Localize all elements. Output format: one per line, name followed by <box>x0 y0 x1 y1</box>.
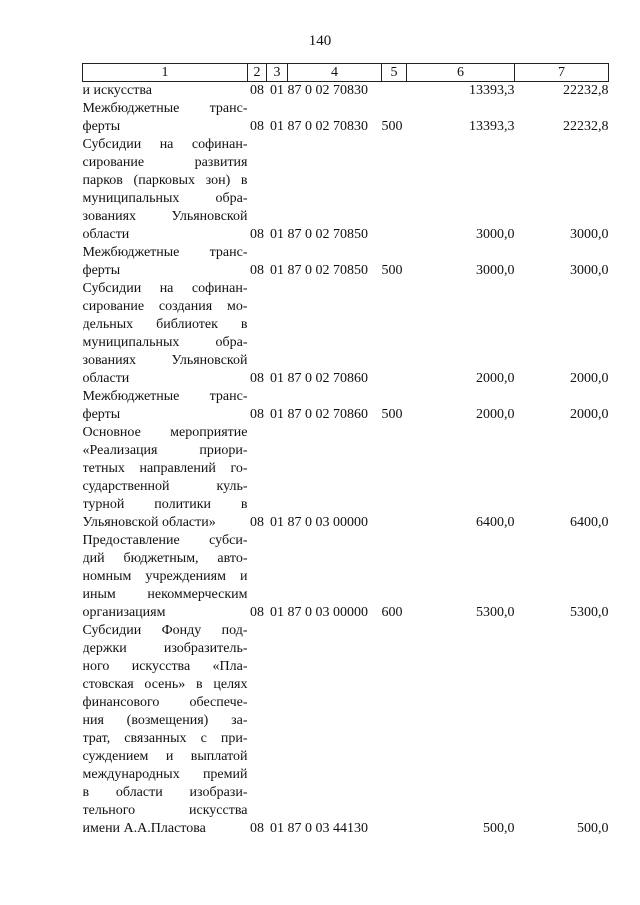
table-row <box>83 388 609 424</box>
amount-year-2: 3000,0 <box>570 263 609 278</box>
table-body <box>83 82 609 839</box>
description-line: организациям <box>82 605 166 620</box>
description-line: держки изобразитель- <box>82 641 248 656</box>
description-line: сударственной куль- <box>82 479 248 494</box>
amount-year-1: 5300,0 <box>476 605 515 620</box>
description-line: парков (парковых зон) в <box>82 173 248 188</box>
expense-type-code: 500 <box>381 263 403 278</box>
description-line: Предоставление субси- <box>82 533 248 548</box>
table-header-row <box>83 64 609 82</box>
target-article-code: 87 0 03 44130 <box>287 821 368 836</box>
description-line: ния (возмещения) за- <box>82 713 248 728</box>
description-line: турной политики в <box>82 497 248 512</box>
description-line: области <box>82 371 130 386</box>
budget-table <box>82 63 609 838</box>
amount-year-1: 500,0 <box>483 821 515 836</box>
description-line: области <box>82 227 130 242</box>
expense-type-code: 500 <box>381 407 403 422</box>
header-col-6: 6 <box>407 64 515 82</box>
subsection-code: 01 <box>270 263 284 278</box>
amount-year-2: 500,0 <box>577 821 609 836</box>
row-description <box>83 622 248 838</box>
section-code: 08 <box>250 515 264 530</box>
description-line: сирование создания мо- <box>82 299 248 314</box>
amount-year-2: 2000,0 <box>570 407 609 422</box>
section-code: 08 <box>250 83 264 98</box>
amount-year-1: 2000,0 <box>476 407 515 422</box>
amount-year-2: 5300,0 <box>570 605 609 620</box>
description-line: зованиях Ульяновской <box>82 209 248 224</box>
description-line: Ульяновской области» <box>82 515 216 530</box>
header-col-1: 1 <box>83 64 248 82</box>
section-code: 08 <box>250 407 264 422</box>
description-line: Межбюджетные транс- <box>82 101 248 116</box>
subsection-code: 01 <box>270 371 284 386</box>
header-col-7: 7 <box>515 64 609 82</box>
amount-year-1: 13393,3 <box>469 119 515 134</box>
target-article-code: 87 0 02 70860 <box>287 371 368 386</box>
target-article-code: 87 0 02 70850 <box>287 227 368 242</box>
description-line: ферты <box>82 407 121 422</box>
table-row <box>83 136 609 244</box>
amount-year-1: 3000,0 <box>476 227 515 242</box>
description-line: Субсидии на софинан- <box>82 137 248 152</box>
description-line: имени А.А.Пластова <box>82 821 206 836</box>
amount-year-2: 6400,0 <box>570 515 609 530</box>
target-article-code: 87 0 02 70830 <box>287 119 368 134</box>
description-line: дий бюджетным, авто- <box>82 551 248 566</box>
description-line: тетных направлений го- <box>82 461 248 476</box>
expense-type-code <box>382 280 407 388</box>
target-article-code: 87 0 03 00000 <box>287 605 368 620</box>
row-description <box>83 280 248 388</box>
expense-type-code <box>382 622 407 838</box>
table-row <box>83 82 609 101</box>
description-line: и искусства <box>82 83 152 98</box>
description-line: муниципальных обра- <box>82 335 248 350</box>
description-line: в области изобрази- <box>82 785 248 800</box>
amount-year-2: 22232,8 <box>563 83 609 98</box>
row-description <box>83 100 248 136</box>
target-article-code: 87 0 02 70830 <box>287 83 368 98</box>
description-line: «Реализация приори- <box>82 443 248 458</box>
section-code: 08 <box>250 227 264 242</box>
expense-type-code: 500 <box>381 119 403 134</box>
subsection-code: 01 <box>270 227 284 242</box>
expense-type-code <box>382 82 407 101</box>
table-row <box>83 622 609 838</box>
subsection-code: 01 <box>270 119 284 134</box>
row-description <box>83 424 248 532</box>
table-row <box>83 532 609 622</box>
description-line: трат, связанных с при- <box>82 731 248 746</box>
description-line: иным некоммерческим <box>82 587 248 602</box>
amount-year-2: 2000,0 <box>570 371 609 386</box>
description-line: муниципальных обра- <box>82 191 248 206</box>
target-article-code: 87 0 02 70860 <box>287 407 368 422</box>
table-row <box>83 100 609 136</box>
subsection-code: 01 <box>270 821 284 836</box>
description-line: финансового обеспече- <box>82 695 248 710</box>
section-code: 08 <box>250 263 264 278</box>
amount-year-1: 2000,0 <box>476 371 515 386</box>
section-code: 08 <box>250 605 264 620</box>
description-line: номным учреждениям и <box>82 569 248 584</box>
description-line: ферты <box>82 263 121 278</box>
row-description <box>83 136 248 244</box>
subsection-code: 01 <box>270 605 284 620</box>
subsection-code: 01 <box>270 515 284 530</box>
description-line: стовская осень» в целях <box>82 677 248 692</box>
table-row <box>83 424 609 532</box>
description-line: Межбюджетные транс- <box>82 389 248 404</box>
row-description <box>83 244 248 280</box>
header-col-4: 4 <box>288 64 382 82</box>
target-article-code: 87 0 02 70850 <box>287 263 368 278</box>
description-line: Субсидии Фонду под- <box>82 623 248 638</box>
expense-type-code <box>382 424 407 532</box>
description-line: Субсидии на софинан- <box>82 281 248 296</box>
section-code: 08 <box>250 371 264 386</box>
page-number: 140 <box>308 33 332 49</box>
description-line: сирование развития <box>82 155 248 170</box>
section-code: 08 <box>250 119 264 134</box>
section-code: 08 <box>250 821 264 836</box>
description-line: международных премий <box>82 767 248 782</box>
amount-year-1: 3000,0 <box>476 263 515 278</box>
subsection-code: 01 <box>270 407 284 422</box>
description-line: зованиях Ульяновской <box>82 353 248 368</box>
expense-type-code <box>382 136 407 244</box>
header-col-3: 3 <box>267 64 288 82</box>
target-article-code: 87 0 03 00000 <box>287 515 368 530</box>
description-line: Межбюджетные транс- <box>82 245 248 260</box>
description-line: Основное мероприятие <box>82 425 248 440</box>
amount-year-1: 13393,3 <box>469 83 515 98</box>
description-line: дельных библиотек в <box>82 317 248 332</box>
row-description <box>83 532 248 622</box>
description-line: ферты <box>82 119 121 134</box>
amount-year-1: 6400,0 <box>476 515 515 530</box>
description-line: суждением и выплатой <box>82 749 248 764</box>
amount-year-2: 3000,0 <box>570 227 609 242</box>
row-description <box>83 388 248 424</box>
header-col-5: 5 <box>382 64 407 82</box>
table-row <box>83 244 609 280</box>
description-line: ного искусства «Пла- <box>82 659 248 674</box>
row-description <box>83 82 248 101</box>
description-line: тельного искусства <box>82 803 248 818</box>
amount-year-2: 22232,8 <box>563 119 609 134</box>
header-col-2: 2 <box>248 64 267 82</box>
expense-type-code: 600 <box>381 605 403 620</box>
table-row <box>83 280 609 388</box>
subsection-code: 01 <box>270 83 284 98</box>
